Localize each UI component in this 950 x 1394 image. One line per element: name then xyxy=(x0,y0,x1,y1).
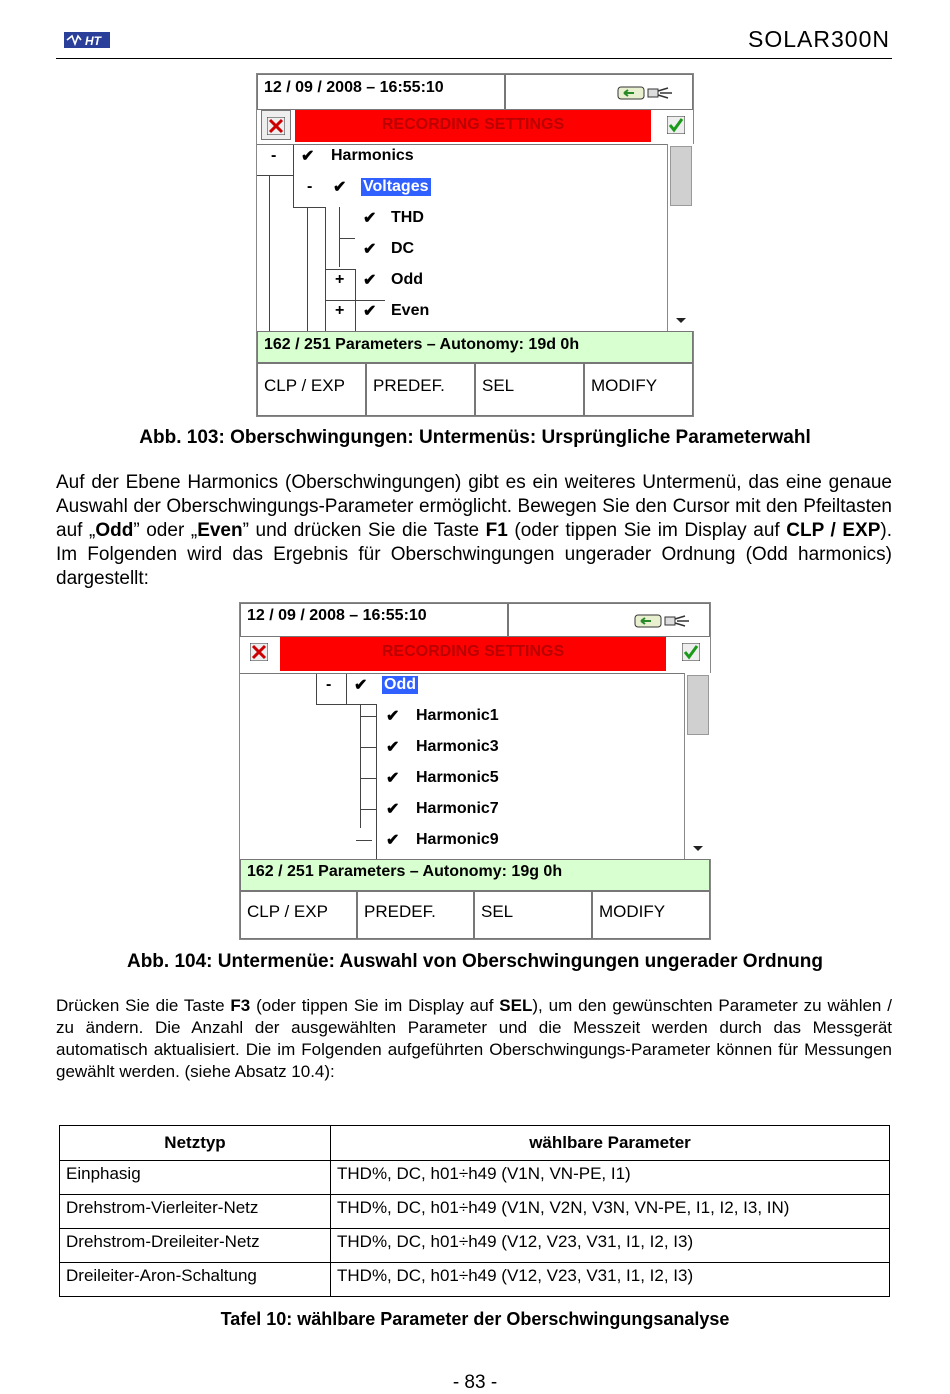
row-prefix[interactable]: - xyxy=(271,147,277,164)
row-label: Even xyxy=(391,302,430,319)
status-icons xyxy=(508,603,710,637)
row-label: Odd xyxy=(391,271,423,288)
title-bar xyxy=(295,110,651,142)
check-icon[interactable]: ✔ xyxy=(301,148,315,165)
text: (oder tippen Sie im Display auf xyxy=(250,996,500,1015)
scroll-down-arrow-icon[interactable] xyxy=(674,315,688,325)
table-row xyxy=(60,1263,890,1297)
title-bar xyxy=(280,637,666,671)
bold-text: Even xyxy=(197,520,243,541)
table-cell: Einphasig xyxy=(60,1161,331,1195)
check-icon[interactable]: ✔ xyxy=(354,677,368,694)
row-label: Harmonic7 xyxy=(416,800,499,817)
softkey-sel[interactable]: SEL xyxy=(474,891,592,939)
check-icon[interactable]: ✔ xyxy=(363,210,377,227)
datetime-text: 12 / 09 / 2008 – 16:55:10 xyxy=(247,607,427,624)
row-label: Harmonic1 xyxy=(416,707,499,724)
row-prefix[interactable]: - xyxy=(307,178,313,195)
text: Auf der Ebene Harmonics (Oberschwingungen) gibt es ein weiteres Untermenü, das eine genaue Auswahl der Oberschwingungs-Parameter ermöglicht. Bewegen Sie den Cursor mit den Pfeiltasten auf „ xyxy=(56,472,892,541)
paragraph-1 xyxy=(56,471,892,591)
status-icons xyxy=(505,74,693,110)
softkey-predef[interactable]: PREDEF. xyxy=(357,891,474,939)
bold-text: F3 xyxy=(230,996,251,1015)
row-prefix[interactable]: + xyxy=(335,302,345,319)
row-label: Harmonics xyxy=(331,147,414,164)
row-label: DC xyxy=(391,240,415,257)
softkey-sel[interactable]: SEL xyxy=(475,363,584,416)
status-text: 162 / 251 Parameters – Autonomy: 19g 0h xyxy=(247,863,563,880)
text: ), um den gewünschten Parameter zu wählen / zu ändern. Die Anzahl der ausgewählten Parameter und die Messzeit werden durch das Messgerät automatisch aktualisiert. Die im Folgenden aufgeführten Oberschwingungs-Parameter können für Messungen gewählt werden. (siehe Absatz 10.4): xyxy=(56,996,892,1081)
column-header: Netztyp xyxy=(60,1126,331,1161)
table-cell: Drehstrom-Vierleiter-Netz xyxy=(60,1195,331,1229)
page-number: - 83 - xyxy=(452,1372,498,1393)
softkey-clp-exp[interactable]: CLP / EXP xyxy=(240,891,357,939)
check-icon[interactable]: ✔ xyxy=(363,241,377,258)
confirm-button[interactable] xyxy=(676,637,706,667)
check-icon[interactable]: ✔ xyxy=(386,770,400,787)
parameter-table xyxy=(59,1125,890,1297)
cancel-button[interactable] xyxy=(244,637,274,667)
battery-plug-icon xyxy=(616,84,674,102)
scroll-thumb[interactable] xyxy=(670,146,692,206)
row-label: Harmonic9 xyxy=(416,831,499,848)
model-name: SOLAR300N xyxy=(748,26,890,52)
check-icon[interactable]: ✔ xyxy=(386,832,400,849)
row-prefix[interactable]: - xyxy=(326,676,332,693)
text: ” und drücken Sie die Taste xyxy=(242,520,486,541)
table-cell: THD%, DC, h01÷h49 (V12, V23, V31, I1, I2, I3) xyxy=(331,1263,890,1297)
text: ). Im Folgenden wird das Ergebnis für Oberschwingungen ungerader Ordnung (Odd harmonics) dargestellt: xyxy=(56,520,892,589)
table-cell: Dreileiter-Aron-Schaltung xyxy=(60,1263,331,1297)
text: Drücken Sie die Taste xyxy=(56,996,231,1015)
figure-caption-104: Abb. 104: Untermenüe: Auswahl von Oberschwingungen ungerader Ordnung xyxy=(126,951,824,972)
row-label: THD xyxy=(391,209,424,226)
status-bar xyxy=(240,859,710,891)
check-icon[interactable]: ✔ xyxy=(386,739,400,756)
figure-caption-103: Abb. 103: Oberschwingungen: Untermenüs: Ursprüngliche Parameterwahl xyxy=(139,427,811,448)
table-cell: THD%, DC, h01÷h49 (V1N, V2N, V3N, VN-PE, I1, I2, I3, IN) xyxy=(331,1195,890,1229)
checkmark-icon xyxy=(667,116,685,134)
checkmark-icon xyxy=(682,643,700,661)
screen-fig104 xyxy=(239,602,711,940)
datetime-text: 12 / 09 / 2008 – 16:55:10 xyxy=(264,79,444,96)
datetime-field xyxy=(257,74,505,110)
table-cell: Drehstrom-Dreileiter-Netz xyxy=(60,1229,331,1263)
scroll-down-arrow-icon[interactable] xyxy=(691,843,705,853)
check-icon[interactable]: ✔ xyxy=(363,272,377,289)
title-text: RECORDING SETTINGS xyxy=(381,116,565,133)
confirm-button[interactable] xyxy=(661,110,691,140)
row-label: Harmonic5 xyxy=(416,769,499,786)
row-label: Odd xyxy=(384,676,416,693)
cancel-button[interactable] xyxy=(261,110,291,140)
close-icon xyxy=(250,643,268,661)
status-bar xyxy=(257,331,693,363)
screen-fig103 xyxy=(256,73,694,417)
ht-logo xyxy=(64,32,110,48)
table-row xyxy=(60,1229,890,1263)
text: (oder tippen Sie im Display auf xyxy=(507,520,787,541)
softkey-clp-exp[interactable]: CLP / EXP xyxy=(257,363,366,416)
row-prefix[interactable]: + xyxy=(335,271,345,288)
status-text: 162 / 251 Parameters – Autonomy: 19d 0h xyxy=(264,336,580,353)
softkey-predef[interactable]: PREDEF. xyxy=(366,363,475,416)
check-icon[interactable]: ✔ xyxy=(386,708,400,725)
softkey-modify[interactable]: MODIFY xyxy=(592,891,710,939)
page-header xyxy=(56,24,892,59)
check-icon[interactable]: ✔ xyxy=(333,179,347,196)
table-row xyxy=(60,1161,890,1195)
text: ” oder „ xyxy=(133,520,198,541)
close-icon xyxy=(267,117,285,135)
check-icon[interactable]: ✔ xyxy=(363,303,377,320)
bold-text: SEL xyxy=(499,996,533,1015)
table-cell: THD%, DC, h01÷h49 (V1N, VN-PE, I1) xyxy=(331,1161,890,1195)
scroll-thumb[interactable] xyxy=(687,675,709,735)
table-row xyxy=(60,1195,890,1229)
scrollbar[interactable] xyxy=(684,673,711,859)
battery-plug-icon xyxy=(633,612,691,630)
table-caption: Tafel 10: wählbare Parameter der Oberschwingungsanalyse xyxy=(220,1309,730,1329)
softkey-modify[interactable]: MODIFY xyxy=(584,363,693,416)
brand-text: HT xyxy=(85,34,101,48)
datetime-field xyxy=(240,603,508,637)
scrollbar[interactable] xyxy=(667,144,694,331)
bold-text: F1 xyxy=(485,520,508,541)
row-label: Harmonic3 xyxy=(416,738,499,755)
tree-area xyxy=(257,144,667,331)
bold-text: Odd xyxy=(95,520,134,541)
title-text: RECORDING SETTINGS xyxy=(381,643,565,660)
paragraph-2 xyxy=(56,995,892,1083)
check-icon[interactable]: ✔ xyxy=(386,801,400,818)
table-cell: THD%, DC, h01÷h49 (V12, V23, V31, I1, I2, I3) xyxy=(331,1229,890,1263)
bold-text: CLP / EXP xyxy=(786,520,881,541)
column-header: wählbare Parameter xyxy=(331,1126,890,1161)
table-header-row xyxy=(60,1126,890,1161)
row-label: Voltages xyxy=(363,178,429,195)
